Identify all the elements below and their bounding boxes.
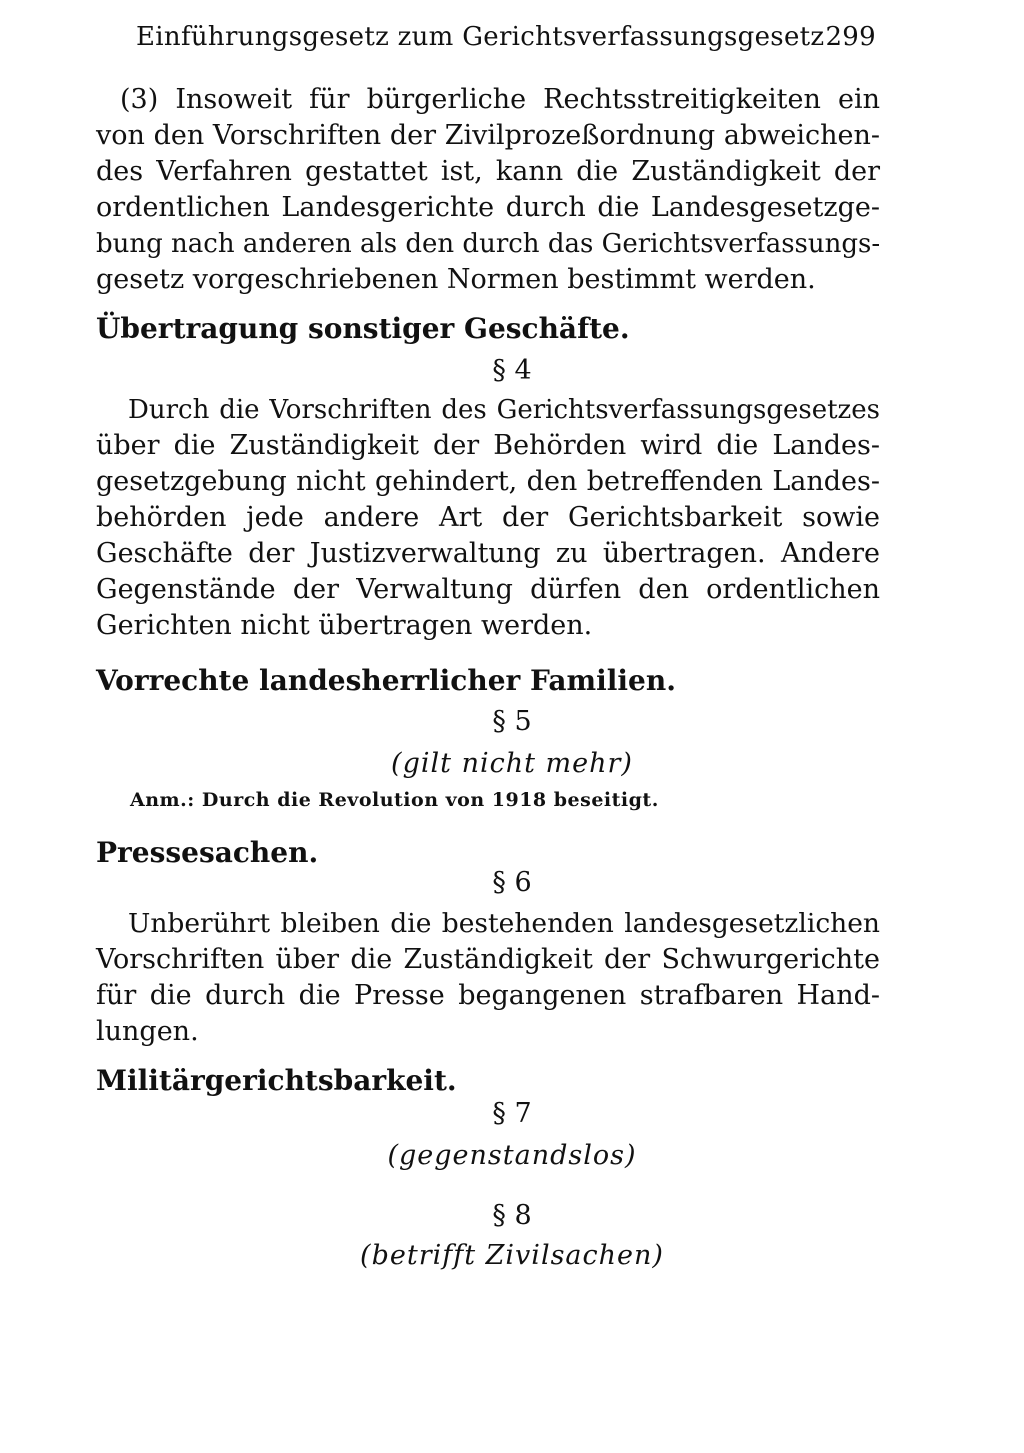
text-line: lungen.: [96, 1016, 199, 1047]
paragraph-6: [96, 906, 880, 1050]
text-line: Geschäfte der Justizverwaltung zu übertragen. Andere: [96, 538, 880, 569]
section-note-7: (gegenstandslos): [387, 1140, 637, 1171]
paragraph-3: [96, 82, 880, 298]
text-line: (3) Insoweit für bürgerliche Rechtsstreitigkeiten ein: [120, 84, 880, 115]
section-number-6: § 6: [492, 867, 532, 898]
paragraph-4: [96, 392, 880, 644]
text-line: Durch die Vorschriften des Gerichtsverfassungsgesetzes: [128, 395, 880, 425]
text-line: des Verfahren gestattet ist, kann die Zuständigkeit der: [96, 156, 880, 187]
page-number: 299: [825, 22, 876, 52]
text-line: behörden jede andere Art der Gerichtsbarkeit sowie: [96, 502, 880, 533]
text-line: gesetzgebung nicht gehindert, den betreffenden Landes-: [96, 466, 880, 497]
section-number-8: § 8: [492, 1200, 532, 1231]
text-line: bung nach anderen als den durch das Gerichtsverfassungs-: [96, 229, 881, 259]
section-number-5: § 5: [492, 706, 532, 737]
section-number-4: § 4: [492, 355, 532, 386]
section-note-5: (gilt nicht mehr): [391, 748, 633, 779]
section-heading-4: Übertragung sonstiger Geschäfte.: [96, 312, 630, 345]
text-line: Vorschriften über die Zuständigkeit der Schwurgerichte: [96, 944, 880, 975]
text-line: gesetz vorgeschriebenen Normen bestimmt werden.: [96, 264, 816, 295]
section-number-7: § 7: [492, 1098, 532, 1129]
header-title: Einführungsgesetz zum Gerichtsverfassungsgesetz: [136, 22, 825, 52]
text-line: Unberührt bleiben die bestehenden landesgesetzlichen: [128, 908, 880, 939]
text-line: von den Vorschriften der Zivilprozeßordnung abweichen-: [96, 120, 880, 151]
text-line: für die durch die Presse begangenen strafbaren Hand-: [96, 980, 880, 1011]
text-line: Gegenstände der Verwaltung dürfen den ordentlichen: [96, 574, 880, 605]
annotation: Anm.: Durch die Revolution von 1918 beseitigt.: [130, 789, 659, 811]
section-note-8: (betrifft Zivilsachen): [360, 1240, 664, 1271]
text-line: über die Zuständigkeit der Behörden wird die Landes-: [96, 430, 880, 461]
running-header: [136, 22, 876, 52]
section-heading-6: Pressesachen.: [96, 836, 319, 869]
text-line: Gerichten nicht übertragen werden.: [96, 610, 593, 641]
text-line: ordentlichen Landesgerichte durch die Landesgesetzge-: [96, 192, 880, 223]
section-heading-7: Militärgerichtsbarkeit.: [96, 1064, 457, 1097]
section-heading-5: Vorrechte landesherrlicher Familien.: [96, 664, 676, 697]
